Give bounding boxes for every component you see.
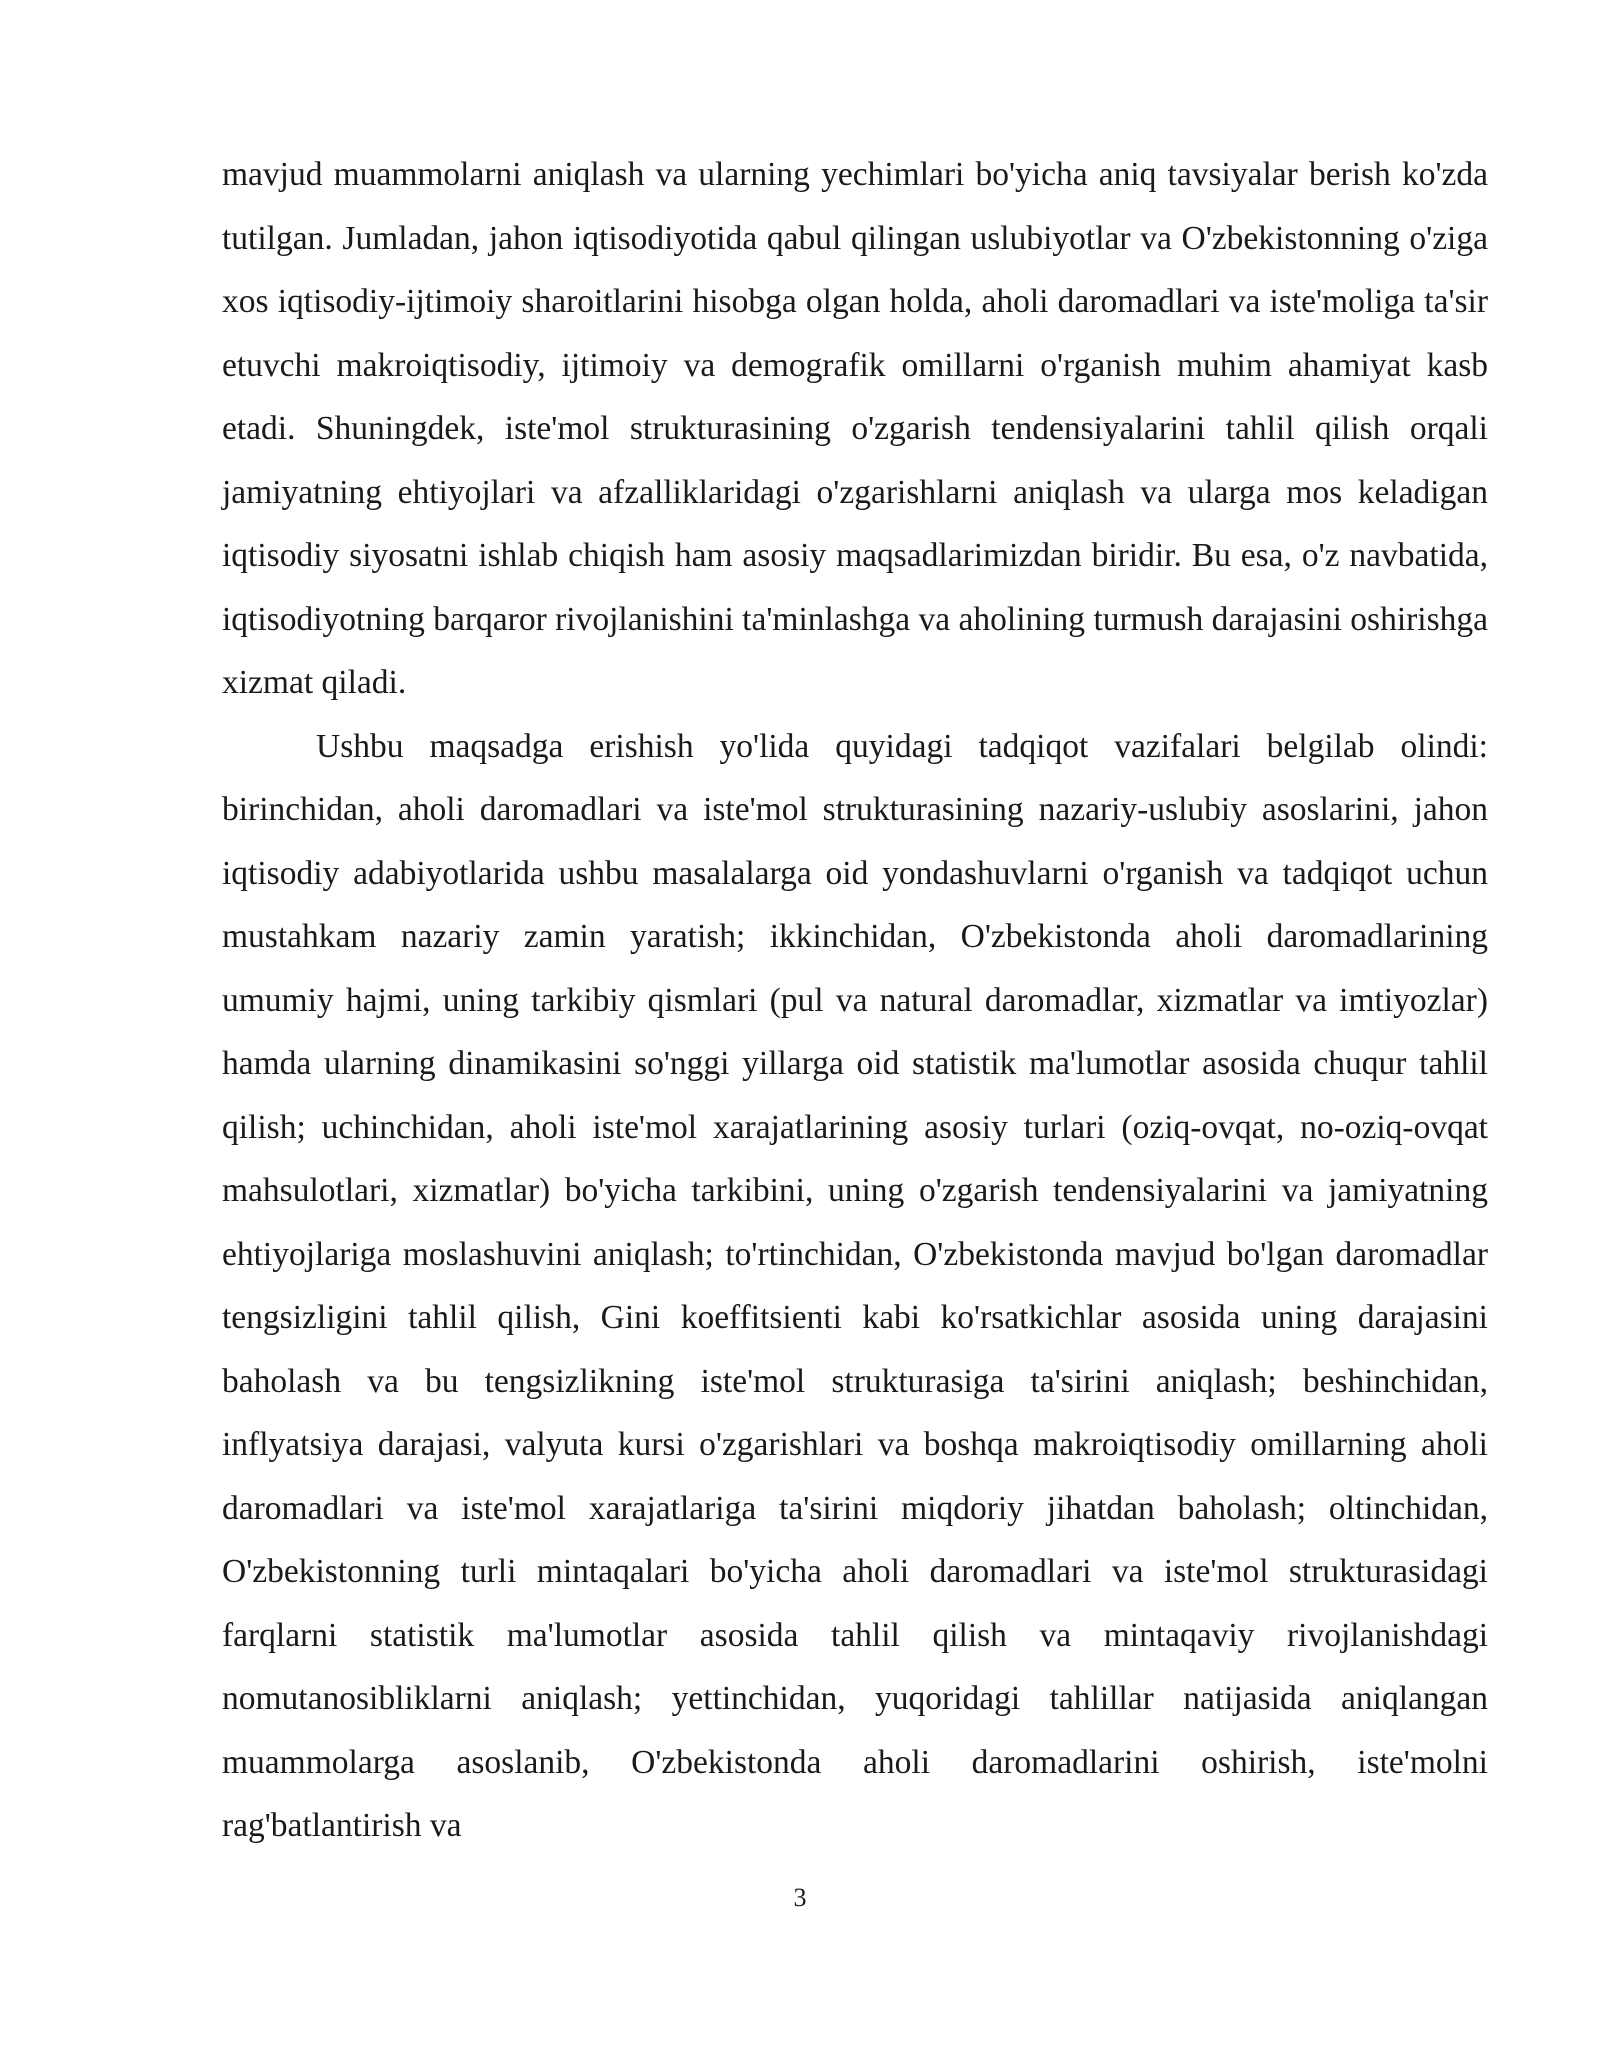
page-number: 3 bbox=[793, 1883, 807, 1912]
paragraph-continuation: mavjud muammolarni aniqlash va ularning yechimlari bo'yicha aniq tavsiyalar berish ko'zda tutilgan. Jumladan, jahon iqtisodiyotida qabul qilingan uslubiyotlar va O'zbekistonning o'ziga xos iqtisodiy-ijtimoiy sharoitlarini hisobga olgan holda, aholi daromadlari va iste'moliga ta'sir etuvchi makroiqtisodiy, ijtimoiy va demografik omillarni o'rganish muhim ahamiyat kasb etadi. Shuningdek, iste'mol strukturasining o'zgarish tendensiyalarini tahlil qilish orqali jamiyatning ehtiyojlari va afzalliklaridagi o'zgarishlarni aniqlash va ularga mos keladigan iqtisodiy siyosatni ishlab chiqish ham asosiy maqsadlarimizdan biridir. Bu esa, o'z navbatida, iqtisodiyotning barqaror rivojlanishini ta'minlashga va aholining turmush darajasini oshirishga xizmat qiladi. bbox=[222, 156, 1488, 701]
paragraph-research-tasks: Ushbu maqsadga erishish yo'lida quyidagi tadqiqot vazifalari belgilab olindi: birinchidan, aholi daromadlari va iste'mol strukturasining nazariy-uslubiy asoslarini, jahon iqtisodiy adabiyotlarida ushbu masalalarga oid yondashuvlarni o'rganish va tadqiqot uchun mustahkam nazariy zamin yaratish; ikkinchidan, O'zbekistonda aholi daromadlarining umumiy hajmi, uning tarkibiy qismlari (pul va natural daromadlar, xizmatlar va imtiyozlar) hamda ularning dinamikasini so'nggi yillarga oid statistik ma'lumotlar asosida chuqur tahlil qilish; uchinchidan, aholi iste'mol xarajatlarining asosiy turlari (oziq-ovqat, no-oziq-ovqat mahsulotlari, xizmatlar) bo'yicha tarkibini, uning o'zgarish tendensiyalarini va jamiyatning ehtiyojlariga moslashuvini aniqlash; to'rtinchidan, O'zbekistonda mavjud bo'lgan daromadlar tengsizligini tahlil qilish, Gini koeffitsienti kabi ko'rsatkichlar asosida uning darajasini baholash va bu tengsizlikning iste'mol strukturasiga ta'sirini aniqlash; beshinchidan, inflyatsiya darajasi, valyuta kursi o'zgarishlari va boshqa makroiqtisodiy omillarning aholi daromadlari va iste'mol xarajatlariga ta'sirini miqdoriy jihatdan baholash; oltinchidan, O'zbekistonning turli mintaqalari bo'yicha aholi daromadlari va iste'mol strukturasidagi farqlarni statistik ma'lumotlar asosida tahlil qilish va mintaqaviy rivojlanishdagi nomutanosibliklarni aniqlash; yettinchidan, yuqoridagi tahlillar natijasida aniqlangan muammolarga asoslanib, O'zbekistonda aholi daromadlarini oshirish, iste'molni rag'batlantirish va bbox=[222, 727, 1488, 1844]
body-text bbox=[222, 143, 1488, 1858]
